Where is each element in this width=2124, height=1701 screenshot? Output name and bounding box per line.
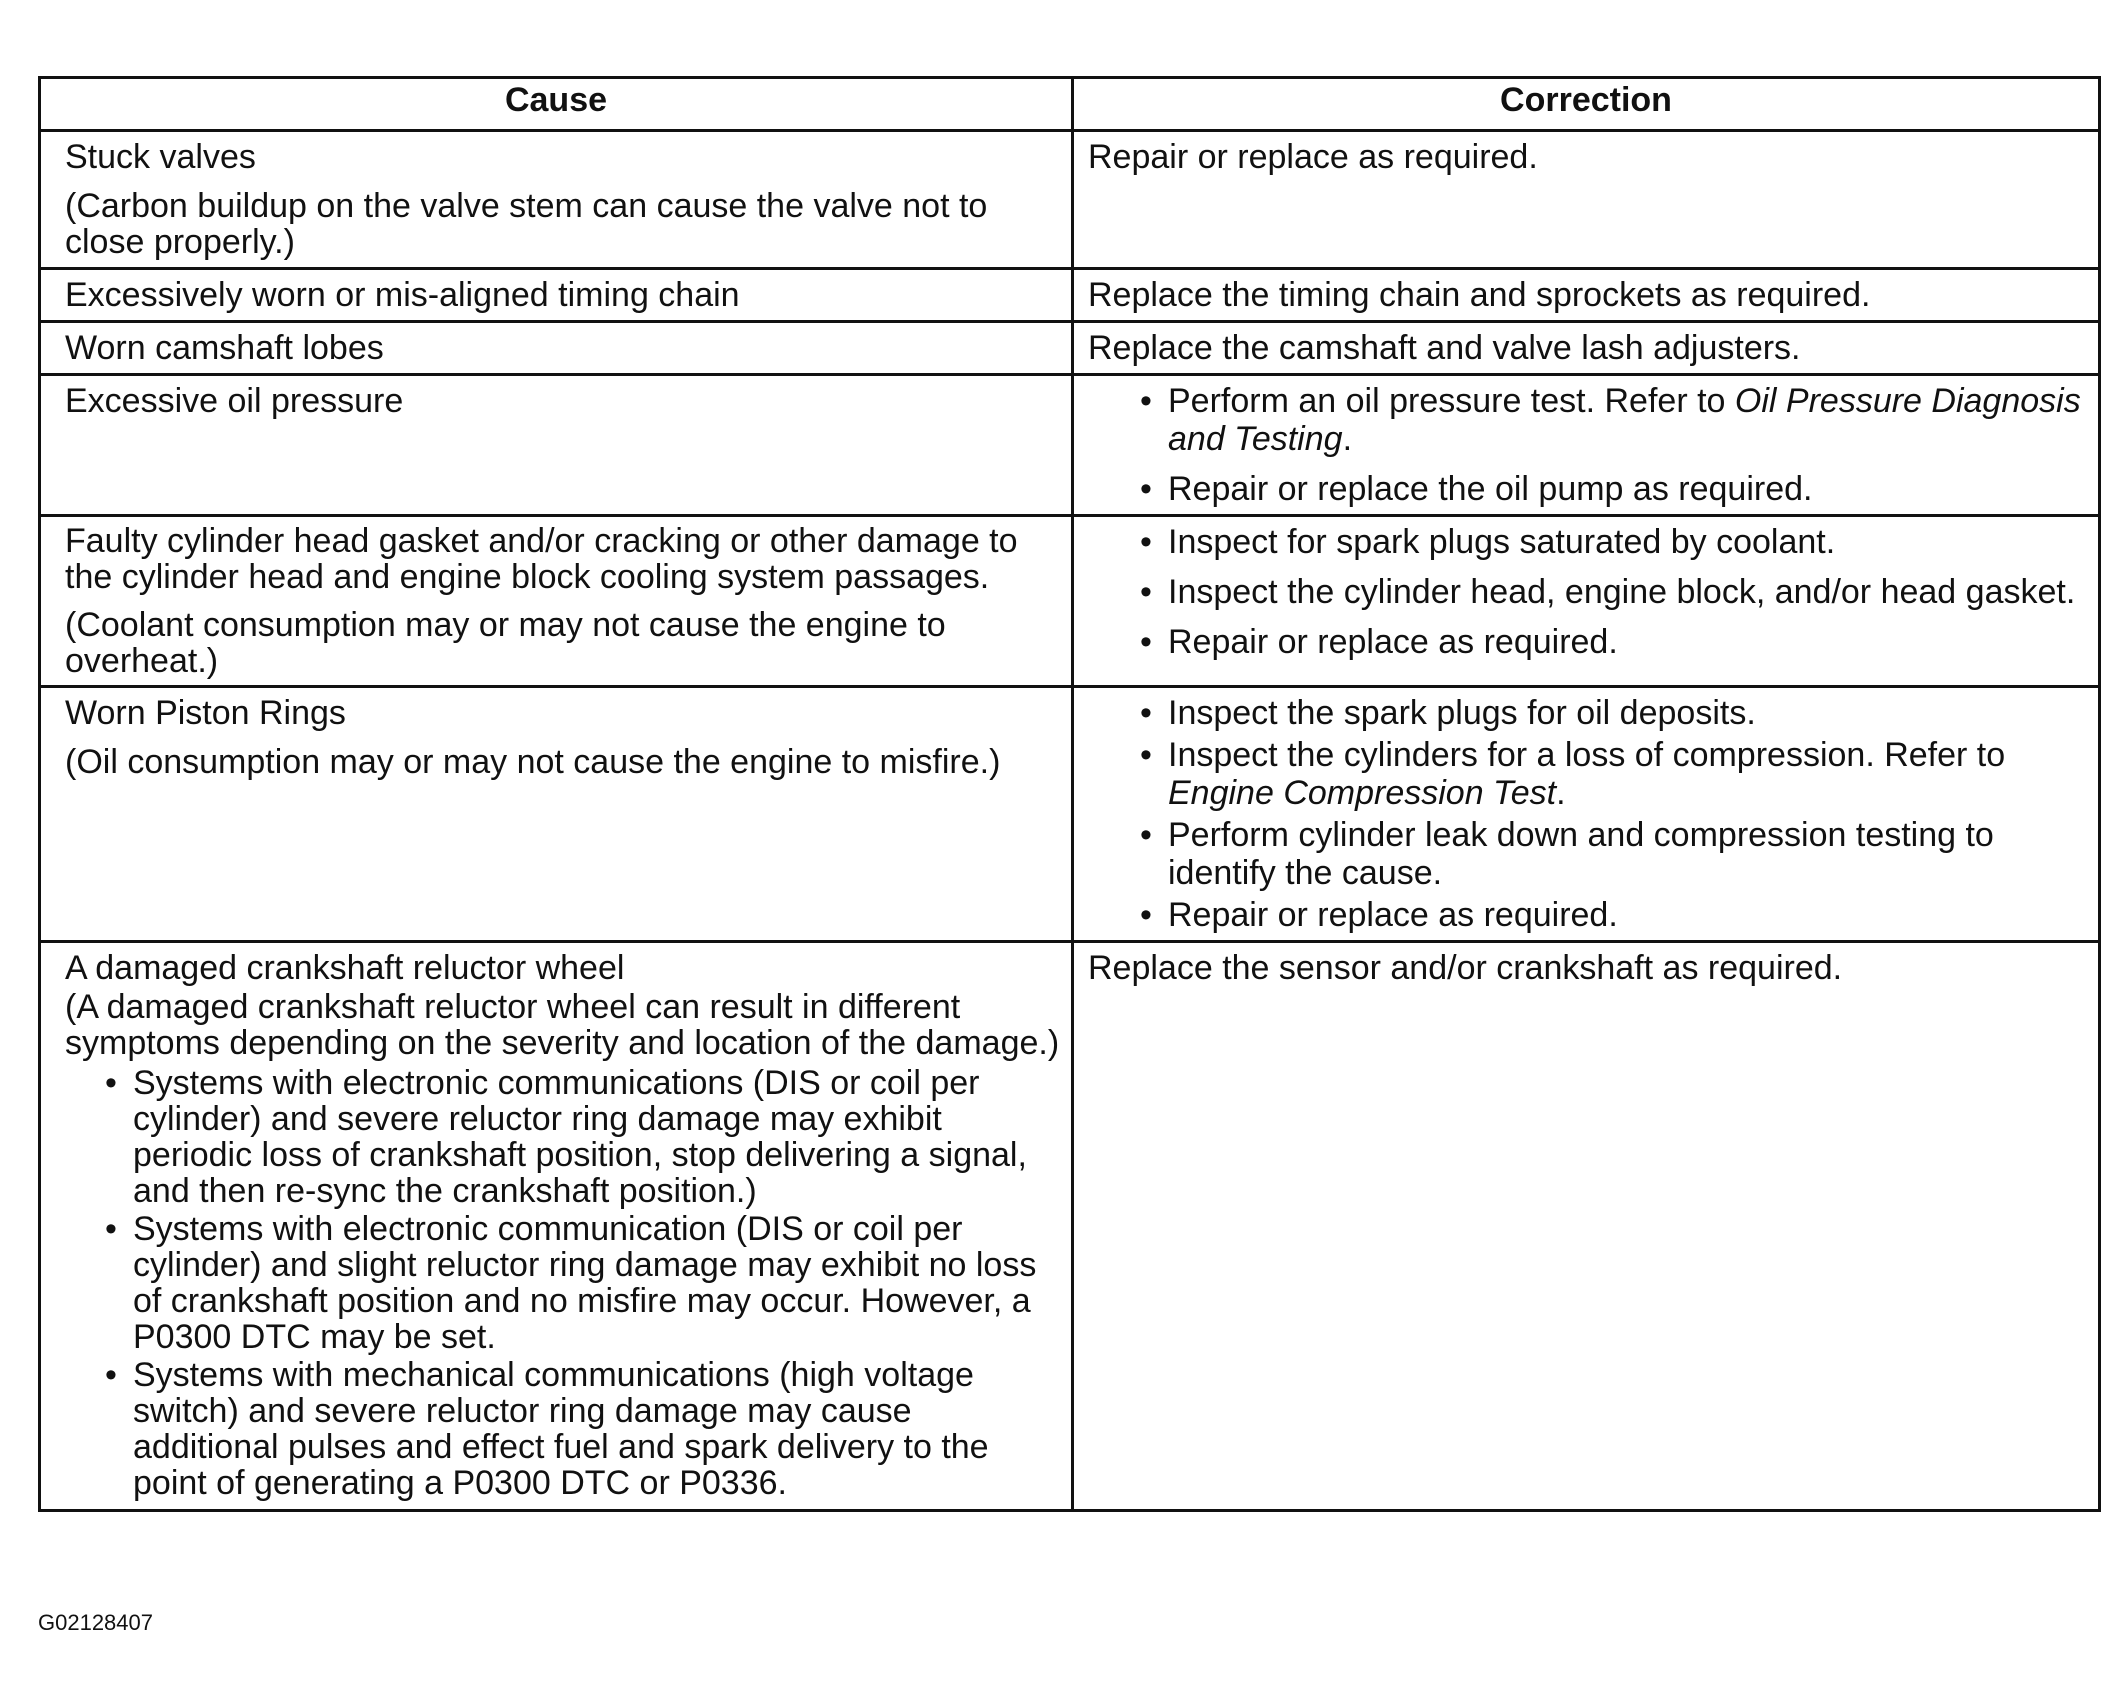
- list-item: [105, 1357, 1061, 1501]
- correction-cell: [1073, 131, 2100, 269]
- bullet-text: Repair or replace as required.: [1168, 896, 1618, 934]
- figure-code: G02128407: [38, 1610, 153, 1635]
- bullet-icon: •: [1140, 470, 1152, 508]
- cause-title: Worn camshaft lobes: [65, 329, 384, 367]
- list-item: [1140, 573, 2088, 611]
- bullet-text: Inspect the cylinder head, engine block, and/or head gasket.: [1168, 573, 2076, 611]
- correction-list: [1098, 382, 2088, 508]
- bullet-icon: •: [1140, 694, 1152, 732]
- bullet-text: Systems with mechanical communications (high voltage switch) and severe reluctor ring damage may cause additional pulses and effect fuel and spark delivery to the point of generating a P0300 DTC or P0336.: [133, 1356, 989, 1502]
- bullet-text: Inspect for spark plugs saturated by coolant.: [1168, 523, 1836, 561]
- list-item: [1140, 470, 2088, 508]
- correction-list: [1098, 694, 2088, 934]
- correction-cell: [1073, 687, 2100, 942]
- cause-title: Excessively worn or mis-aligned timing chain: [65, 276, 740, 314]
- table-row: [40, 516, 2100, 687]
- table-row: [40, 131, 2100, 269]
- table-row: [40, 687, 2100, 942]
- cause-cell: [40, 322, 1073, 375]
- correction-cell: [1073, 322, 2100, 375]
- cause-note: (Coolant consumption may or may not cause the engine to overheat.): [65, 606, 946, 680]
- list-item: [1140, 736, 2088, 812]
- header-row: [40, 78, 2100, 131]
- bullet-icon: •: [1140, 573, 1152, 611]
- bullet-icon: •: [1140, 523, 1152, 561]
- reference-link-text: Oil Pressure Diagnosis and Testing: [1168, 382, 2081, 458]
- list-item: [1140, 382, 2088, 458]
- cause-note: (A damaged crankshaft reluctor wheel can result in different symptoms depending on the severity and location of the damage.): [65, 988, 1060, 1062]
- bullet-text: Perform cylinder leak down and compression testing to identify the cause.: [1168, 816, 1994, 892]
- cause-cell: [40, 131, 1073, 269]
- bullet-text-end: .: [1556, 774, 1566, 812]
- bullet-icon: •: [105, 1210, 117, 1248]
- table-row: [40, 942, 2100, 1511]
- cause-title: Stuck valves: [65, 138, 256, 176]
- correction-header: Correction: [1073, 78, 2100, 131]
- bullet-icon: •: [1140, 736, 1152, 774]
- bullet-icon: •: [1140, 896, 1152, 934]
- cause-title: Worn Piston Rings: [65, 694, 346, 732]
- correction-cell: [1073, 516, 2100, 687]
- diagnostic-table: [38, 76, 2101, 1512]
- correction-list: [1098, 523, 2088, 661]
- bullet-text: Inspect the spark plugs for oil deposits.: [1168, 694, 1756, 732]
- correction-cell: [1073, 942, 2100, 1511]
- list-item: [1140, 523, 2088, 561]
- cause-cell: [40, 687, 1073, 942]
- list-item: [1140, 896, 2088, 934]
- bullet-icon: •: [105, 1356, 117, 1394]
- bullet-text: Perform an oil pressure test. Refer to: [1168, 382, 1735, 420]
- list-item: [1140, 816, 2088, 892]
- correction-cell: [1073, 269, 2100, 322]
- bullet-text: Systems with electronic communication (DIS or coil per cylinder) and slight reluctor ring damage may exhibit no loss of crankshaft position and no misfire may occur. However, a P0300 DTC may be set.: [133, 1210, 1037, 1356]
- bullet-icon: •: [105, 1064, 117, 1102]
- reference-link-text: Engine Compression Test: [1168, 774, 1557, 812]
- correction-text: Replace the sensor and/or crankshaft as required.: [1088, 949, 1843, 987]
- bullet-text: Repair or replace as required.: [1168, 623, 1618, 661]
- list-item: [1140, 623, 2088, 661]
- bullet-text: Repair or replace the oil pump as required.: [1168, 470, 1813, 508]
- correction-cell: [1073, 375, 2100, 516]
- cause-title: A damaged crankshaft reluctor wheel: [65, 949, 625, 987]
- cause-cell: [40, 942, 1073, 1511]
- cause-title: Excessive oil pressure: [65, 382, 404, 420]
- list-item: [105, 1211, 1061, 1355]
- cause-header: Cause: [40, 78, 1073, 131]
- bullet-text: Systems with electronic communications (DIS or coil per cylinder) and severe reluctor ring damage may exhibit periodic loss of crankshaft position, stop delivering a signal, and then re-sync the crankshaft position.): [133, 1064, 1027, 1210]
- bullet-text-end: .: [1342, 420, 1353, 458]
- list-item: [105, 1065, 1061, 1209]
- correction-text: Replace the timing chain and sprockets as required.: [1088, 276, 1871, 314]
- cause-note: (Carbon buildup on the valve stem can cause the valve not to close properly.): [65, 187, 988, 261]
- cause-cell: [40, 516, 1073, 687]
- bullet-icon: •: [1140, 382, 1152, 420]
- cause-cell: [40, 375, 1073, 516]
- correction-text: Replace the camshaft and valve lash adjusters.: [1088, 329, 1801, 367]
- table-row: [40, 375, 2100, 516]
- cause-note: (Oil consumption may or may not cause the engine to misfire.): [65, 743, 1001, 781]
- bullet-icon: •: [1140, 623, 1152, 661]
- list-item: [1140, 694, 2088, 732]
- table-row: [40, 269, 2100, 322]
- bullet-icon: •: [1140, 816, 1152, 854]
- cause-cell: [40, 269, 1073, 322]
- cause-sub-list: [65, 1065, 1061, 1501]
- table-row: [40, 322, 2100, 375]
- correction-text: Repair or replace as required.: [1088, 138, 1538, 176]
- cause-title: Faulty cylinder head gasket and/or cracking or other damage to the cylinder head and engine block cooling system passages.: [65, 522, 1018, 596]
- bullet-text: Inspect the cylinders for a loss of compression. Refer to: [1168, 736, 2006, 774]
